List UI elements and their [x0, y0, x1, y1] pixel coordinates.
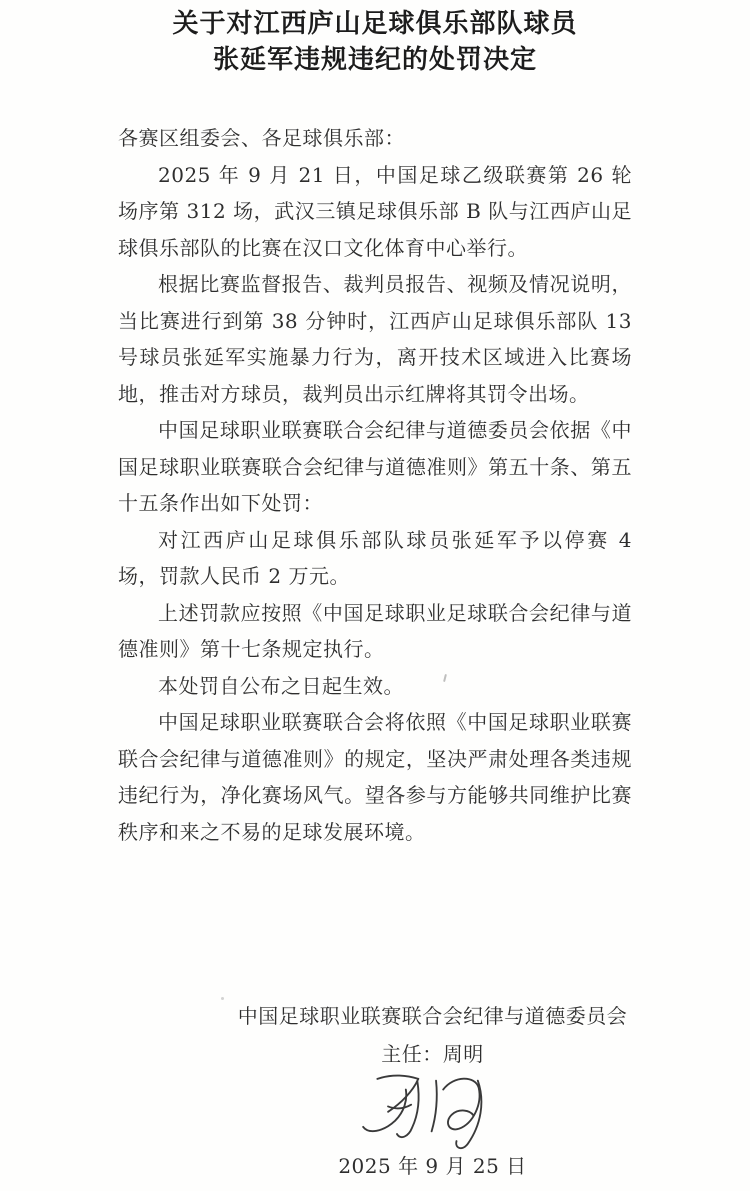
title-line-2: 张延军违规违纪的处罚决定 — [212, 45, 537, 75]
document-body — [0, 120, 750, 850]
body-paragraph-5: 上述罚款应按照《中国足球职业足球联合会纪律与道德准则》第十七条规定执行。 — [118, 600, 632, 661]
document-date: 2025 年 9 月 25 日 — [338, 1154, 527, 1178]
issuing-organization: 中国足球职业联赛联合会纪律与道德委员会 — [237, 1004, 628, 1028]
body-paragraph-7: 中国足球职业联赛联合会将依照《中国足球职业联赛联合会纪律与道德准则》的规定，坚决严肃处理各类违规违纪行为，净化赛场风气。望各参与方能够共同维护比赛秩序和来之不易的足球发展环境。 — [118, 710, 632, 844]
body-paragraph-2: 根据比赛监督报告、裁判员报告、视频及情况说明，当比赛进行到第 38 分钟时，江西庐山足球俱乐部队 13 号球员张延军实施暴力行为，离开技术区域进入比赛场地，推击对方球员，裁判员出示红牌将其罚令出场。 — [118, 272, 632, 406]
scan-noise-dot — [221, 997, 224, 1000]
document-title — [0, 6, 750, 78]
body-paragraph-6: 本处罚自公布之日起生效。 — [158, 673, 404, 698]
signer-line: 主任：周明 — [381, 1042, 484, 1066]
body-paragraph-3: 中国足球职业联赛联合会纪律与道德委员会依据《中国足球职业联赛联合会纪律与道德准则》第五十条、第五十五条作出如下处罚： — [118, 418, 632, 515]
title-line-1: 关于对江西庐山足球俱乐部队球员 — [172, 9, 578, 39]
body-paragraph-4: 对江西庐山足球俱乐部队球员张延军予以停赛 4 场，罚款人民币 2 万元。 — [118, 527, 632, 588]
signature-ink-icon — [350, 1070, 515, 1150]
handwritten-signature — [115, 1070, 750, 1150]
salutation-line: 各赛区组委会、各足球俱乐部： — [118, 126, 405, 150]
body-paragraph-1: 2025 年 9 月 21 日，中国足球乙级联赛第 26 轮场序第 312 场，武汉三镇足球俱乐部 B 队与江西庐山足球俱乐部队的比赛在汉口文化体育中心举行。 — [118, 162, 632, 260]
signature-block — [0, 1002, 750, 1180]
